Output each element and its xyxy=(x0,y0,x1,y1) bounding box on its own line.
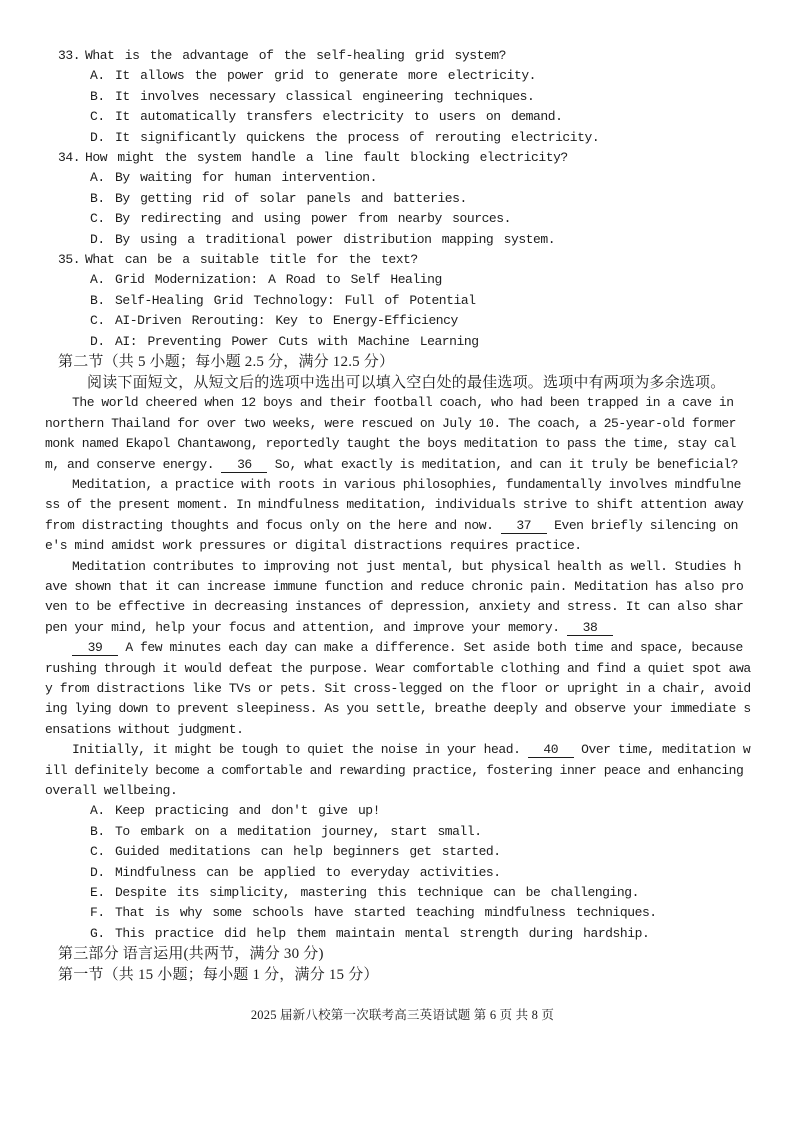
passage-line: ill definitely become a comfortable and rewarding practice, fostering inner peace and enhancing xyxy=(45,762,744,778)
passage-line: ven to be effective in decreasing instances of depression, anxiety and stress. It can also shar xyxy=(45,599,744,615)
passage-line: rushing through it would defeat the purpose. Wear comfortable clothing and find a quiet spot awa xyxy=(45,660,751,676)
question-option: D. AI: Preventing Power Cuts with Machine Learning xyxy=(90,333,479,349)
passage-line: y from distractions like TVs or pets. Sit cross-legged on the floor or upright in a chair, avoid xyxy=(45,680,751,696)
question-number: 33. xyxy=(58,48,81,63)
blank-38: 38 xyxy=(567,621,613,636)
question-option: C. It automatically transfers electricity to users on demand. xyxy=(90,109,563,125)
cloze-choice: A. Keep practicing and don't give up! xyxy=(90,803,380,819)
question-stem xyxy=(45,250,760,270)
passage-line: monk named Ekapol Chantawong, reportedly taught the boys meditation to pass the time, stay cal xyxy=(45,436,737,452)
blank-36: 36 xyxy=(221,458,267,473)
cloze-choice: D. Mindfulness can be applied to everyday activities. xyxy=(90,864,501,880)
question-option: B. By getting rid of solar panels and batteries. xyxy=(90,190,467,206)
blank-39: 39 xyxy=(72,641,118,656)
section3-subheading: 第一节（共 15 小题；每小题 1 分，满分 15 分） xyxy=(58,966,379,983)
passage-line: 39 A few minutes each day can make a difference. Set aside both time and space, because xyxy=(45,638,760,658)
section3-heading: 第三部分 语言运用(共两节，满分 30 分) xyxy=(58,946,324,963)
passage-line: m, and conserve energy. 36 So, what exactly is meditation, and can it truly be beneficial? xyxy=(45,456,738,472)
question-number: 35. xyxy=(58,252,81,268)
section2-instruction: 阅读下面短文，从短文后的选项中选出可以填入空白处的最佳选项。选项中有两项为多余选项。 xyxy=(87,374,726,391)
question-option: A. Grid Modernization: A Road to Self Healing xyxy=(90,272,442,288)
cloze-choice: E. Despite its simplicity, mastering this technique can be challenging. xyxy=(90,885,639,901)
question-option: B. It involves necessary classical engineering techniques. xyxy=(90,88,535,104)
passage-line: Initially, it might be tough to quiet the noise in your head. 40 Over time, meditation w xyxy=(72,742,751,758)
passage-line: e's mind amidst work pressures or digital distractions requires practice. xyxy=(45,538,582,554)
passage-line: Meditation, a practice with roots in various philosophies, fundamentally involves mindfulne xyxy=(72,476,741,492)
passage-line: Meditation contributes to improving not just mental, but physical health as well. Studies h xyxy=(72,558,741,574)
passage-line: northern Thailand for over two weeks, were rescued on July 10. The coach, a 25-year-old former xyxy=(45,415,737,431)
cloze-choice: B. To embark on a meditation journey, start small. xyxy=(90,823,482,839)
question-option: A. By waiting for human intervention. xyxy=(90,170,377,186)
cloze-choice: F. That is why some schools have started teaching mindfulness techniques. xyxy=(90,905,657,921)
passage-line: overall wellbeing. xyxy=(45,783,178,798)
question-text: What is the advantage of the self-healing grid system? xyxy=(85,48,506,63)
question-option: B. Self-Healing Grid Technology: Full of Potential xyxy=(90,292,476,308)
question-option: C. By redirecting and using power from nearby sources. xyxy=(90,211,511,227)
blank-40: 40 xyxy=(528,743,574,758)
question-option: D. By using a traditional power distribution mapping system. xyxy=(90,231,556,247)
passage-line: ss of the present moment. In mindfulness meditation, individuals strive to shift attention away xyxy=(45,497,744,513)
question-34 xyxy=(45,148,760,250)
passage-line: ensations without judgment. xyxy=(45,721,244,737)
question-stem xyxy=(45,148,760,168)
cloze-choice-list xyxy=(45,801,760,944)
question-number: 34. xyxy=(58,150,81,166)
question-text: How might the system handle a line fault blocking electricity? xyxy=(85,150,568,166)
cloze-choice: G. This practice did help them maintain mental strength during hardship. xyxy=(90,925,650,941)
passage-line: ing lying down to prevent sleepiness. As you settle, breathe deeply and observe your immediate s xyxy=(45,701,751,717)
question-stem xyxy=(45,46,760,66)
passage-line: The world cheered when 12 boys and their football coach, who had been trapped in a cave in xyxy=(72,395,734,411)
blank-37: 37 xyxy=(501,519,547,534)
reading-comprehension-questions xyxy=(45,46,760,352)
passage-line: ave shown that it can increase immune function and reduce chronic pain. Meditation has also pro xyxy=(45,578,744,594)
cloze-passage xyxy=(45,393,760,801)
question-35 xyxy=(45,250,760,352)
cloze-choice: C. Guided meditations can help beginners get started. xyxy=(90,844,501,860)
section2-heading: 第二节（共 5 小题；每小题 2.5 分，满分 12.5 分） xyxy=(58,354,395,371)
question-option: A. It allows the power grid to generate more electricity. xyxy=(90,68,537,84)
page-footer: 2025 届新八校第一次联考高三英语试题 第 6 页 共 8 页 xyxy=(250,1008,555,1023)
passage-line: pen your mind, help your focus and attention, and improve your memory. 38 xyxy=(45,618,760,638)
passage-line: from distracting thoughts and focus only on the here and now. 37 Even briefly silencing on xyxy=(45,517,738,533)
question-option: C. AI-Driven Rerouting: Key to Energy-Efficiency xyxy=(90,313,458,329)
question-33 xyxy=(45,46,760,148)
question-text: What can be a suitable title for the text? xyxy=(85,252,418,268)
question-option: D. It significantly quickens the process of rerouting electricity. xyxy=(90,129,600,145)
